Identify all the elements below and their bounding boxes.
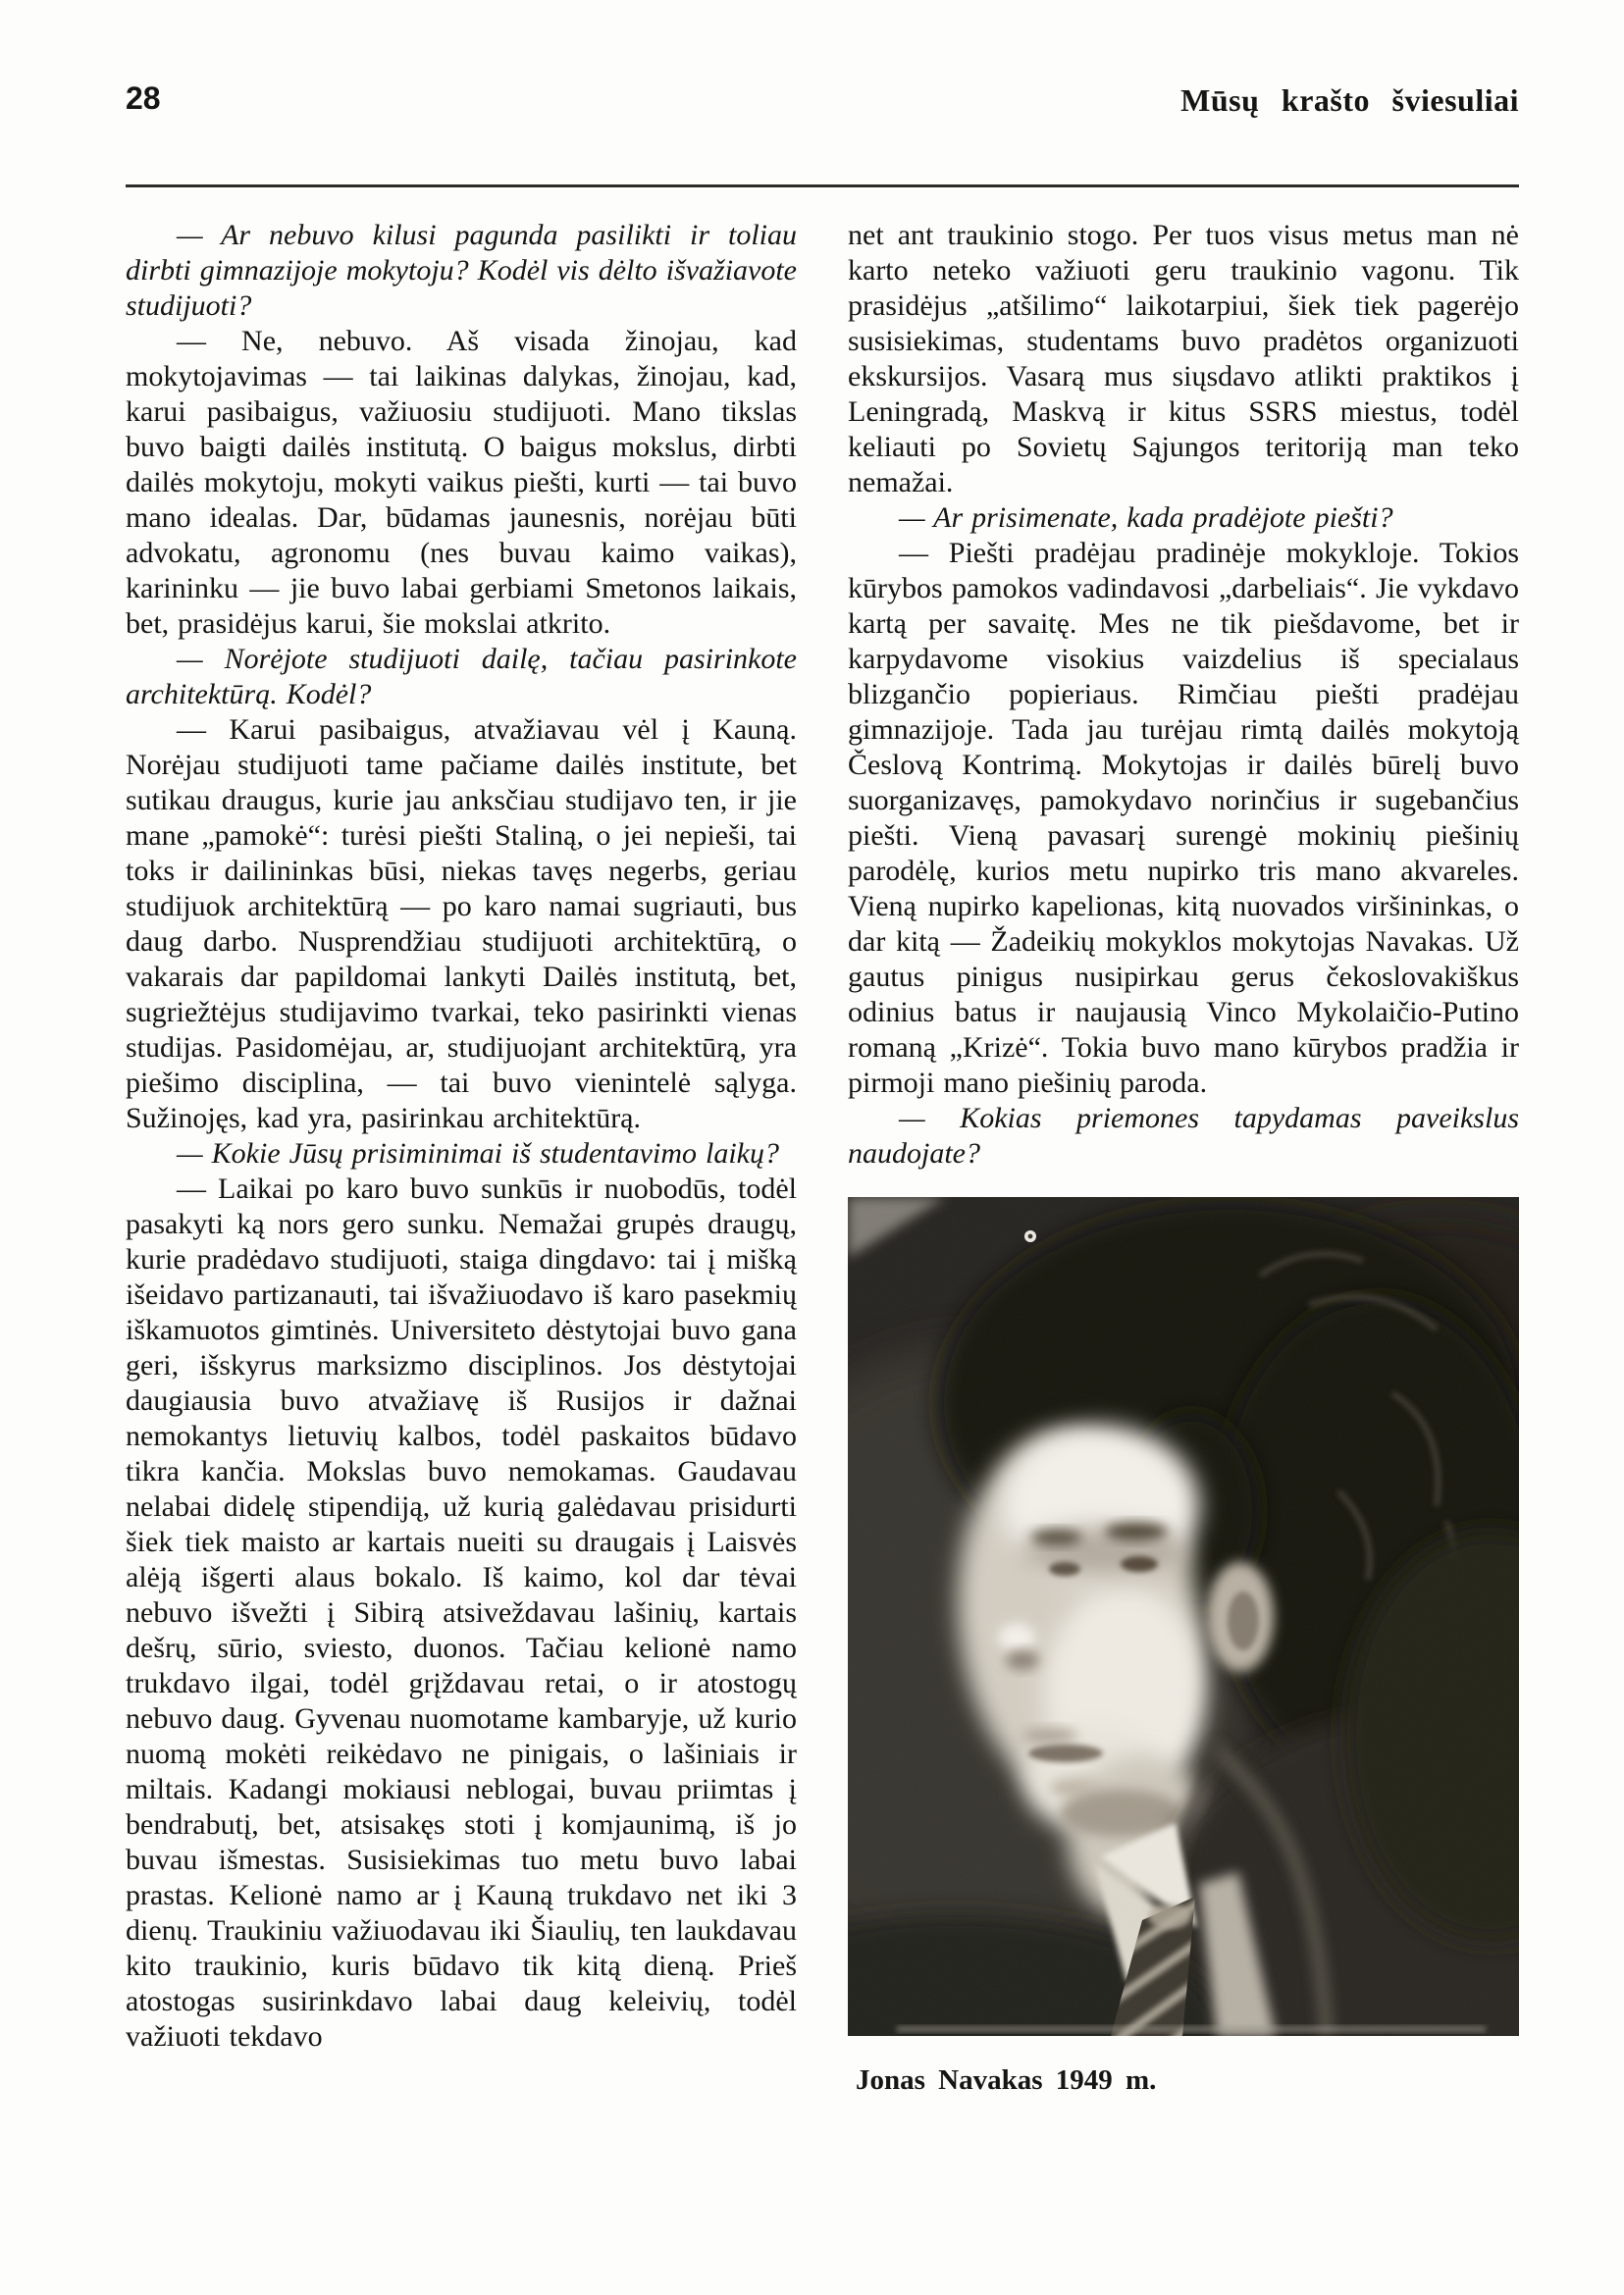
- left-column-text: [126, 218, 797, 2055]
- interview-question: — Kokias priemones tapydamas paveikslus naudojate?: [848, 1102, 1519, 1170]
- running-head-title: Mūsų krašto šviesuliai: [1180, 82, 1519, 118]
- interview-question: — Kokie Jūsų prisiminimai iš studentavimo laikų?: [177, 1137, 779, 1170]
- interview-question: — Ar nebuvo kilusi pagunda pasilikti ir toliau dirbti gimnazijoje mokytoju? Kodėl vis dėlto išvažiavote studijuoti?: [126, 219, 797, 322]
- portrait-photo-image: [848, 1197, 1519, 2036]
- interview-answer: — Ne, nebuvo. Aš visada žinojau, kad mokytojavimas — tai laikinas dalykas, žinojau, kad, karui pasibaigus, važiuosiu studijuoti. Mano tikslas buvo baigti dailės institutą. O baigus mokslus, dirbti dailės mokytoju, mokyti vaikus piešti, kurti — tai buvo mano idealas. Dar, būdamas jaunesnis, norėjau būti advokatu, agronomu (nes buvau kaimo vaikas), karininku — jie buvo labai gerbiami Smetonos laikais, bet, prasidėjus karui, šie mokslai atkrito.: [126, 325, 797, 640]
- interview-question: — Norėjote studijuoti dailę, tačiau pasirinkote architektūrą. Kodėl?: [126, 643, 797, 710]
- article-body: [126, 218, 1519, 2098]
- interview-answer: — Piešti pradėjau pradinėje mokykloje. Tokios kūrybos pamokos vadindavosi „darbeliais“. Jie vykdavo kartą per savaitę. Mes ne tik piešdavome, bet ir karpydavome visokius vaizdelius iš specialaus blizgančio popieriaus. Rimčiau piešti pradėjau gimnazijoje. Tada jau turėjau rimtą dailės mokytoją Česlovą Kontrimą. Mokytojas ir dailės būrelį buvo suorganizavęs, pamokydavo norinčius ir sugebančius piešti. Vieną pavasarį surengė mokinių piešinių parodėlę, kurios metu nupirko tris mano akvareles. Vieną nupirko kapelionas, kitą nuovados viršininkas, o dar kitą — Žadeikių mokyklos mokytojas Navakas. Už gautus pinigus nusipirkau gerus čekoslovakiškus odinius batus ir naujausią Vinco Mykolaičio-Putino romaną „Krizė“. Tokia buvo mano kūrybos pradžia ir pirmoji mano piešinių paroda.: [848, 537, 1519, 1099]
- interview-answer: — Laikai po karo buvo sunkūs ir nuobodūs, todėl pasakyti ką nors gero sunku. Nemažai grupės draugų, kurie pradėdavo studijuoti, staiga dingdavo: tai į mišką išeidavo partizanauti, tai išvažiuodavo iš karo pasekmių iškamuotos gimtinės. Universiteto dėstytojai buvo gana geri, išskyrus marksizmo disciplinos. Jos dėstytojai daugiausia buvo atvažiavę iš Rusijos ir dažnai nemokantys lietuvių kalbos, todėl paskaitos būdavo tikra kančia. Mokslas buvo nemokamas. Gaudavau nelabai didelę stipendiją, už kurią galėdavau prisidurti šiek tiek maisto ar kartais nueiti su draugais į Laisvės alėją išgerti alaus bokalo. Iš kaimo, kol dar tėvai nebuvo išvežti į Sibirą atsiveždavau lašinių, kartais dešrų, sūrio, sviesto, duonos. Tačiau kelionė namo trukdavo ilgai, todėl grįždavau retai, o ir atostogų nebuvo daug. Gyvenau nuomotame kambaryje, už kurio nuomą mokėti reikėdavo ne pinigais, o lašiniais ir miltais. Kadangi mokiausi neblogai, buvau priimtas į bendrabutį, bet, atsisakęs stoti į komjaunimą, iš jo buvau išmestas. Susisiekimas tuo metu buvo labai prastas. Kelionė namo ar į Kauną trukdavo net iki 3 dienų. Traukiniu važiuodavau iki Šiaulių, ten laukdavau kito traukinio, kuris būdavo tik kitą dieną. Prieš atostogas susirinkdavo labai daug keleivių, todėl važiuoti tekdavo: [126, 1173, 797, 2053]
- left-column: [126, 218, 797, 2055]
- right-column-text: [848, 218, 1519, 1172]
- interview-question: — Ar prisimenate, kada pradėjote piešti?: [899, 501, 1393, 534]
- portrait-figure: [848, 1197, 1519, 2098]
- right-column: [848, 218, 1519, 2098]
- page-number: 28: [126, 80, 161, 116]
- interview-answer: — Karui pasibaigus, atvažiavau vėl į Kauną. Norėjau studijuoti tame pačiame dailės institute, bet sutikau draugus, kurie jau anksčiau studijavo ten, ir jie mane „pamokė“: turėsi piešti Staliną, o jei nepieši, tai toks ir dailininkas būsi, niekas tavęs negerbs, geriau studijuok architektūrą — po karo namai sugriauti, bus daug darbo. Nusprendžiau studijuoti architektūrą, o vakarais dar papildomai lankyti Dailės institutą, bet, sugriežtėjus studijavimo tvarkai, teko pasirinkti vienas studijas. Pasidomėjau, ar, studijuojant architektūrą, yra piešimo disciplina, — tai buvo vienintelė sąlyga. Sužinojęs, kad yra, pasirinkau architektūrą.: [126, 713, 797, 1134]
- interview-answer: net ant traukinio stogo. Per tuos visus metus man nė karto neteko važiuoti geru traukinio vagonu. Tik prasidėjus „atšilimo“ laikotarpiui, šiek tiek pagerėjo susisiekimas, studentams buvo pradėtos organizuoti ekskursijos. Vasarą mus siųsdavo atlikti praktikos į Leningradą, Maskvą ir kitus SSRS miestus, todėl keliauti po Sovietų Sąjungos teritoriją man teko nemažai.: [848, 219, 1519, 498]
- photo-caption: Jonas Navakas 1949 m.: [856, 2064, 1157, 2096]
- header-rule: [126, 184, 1519, 187]
